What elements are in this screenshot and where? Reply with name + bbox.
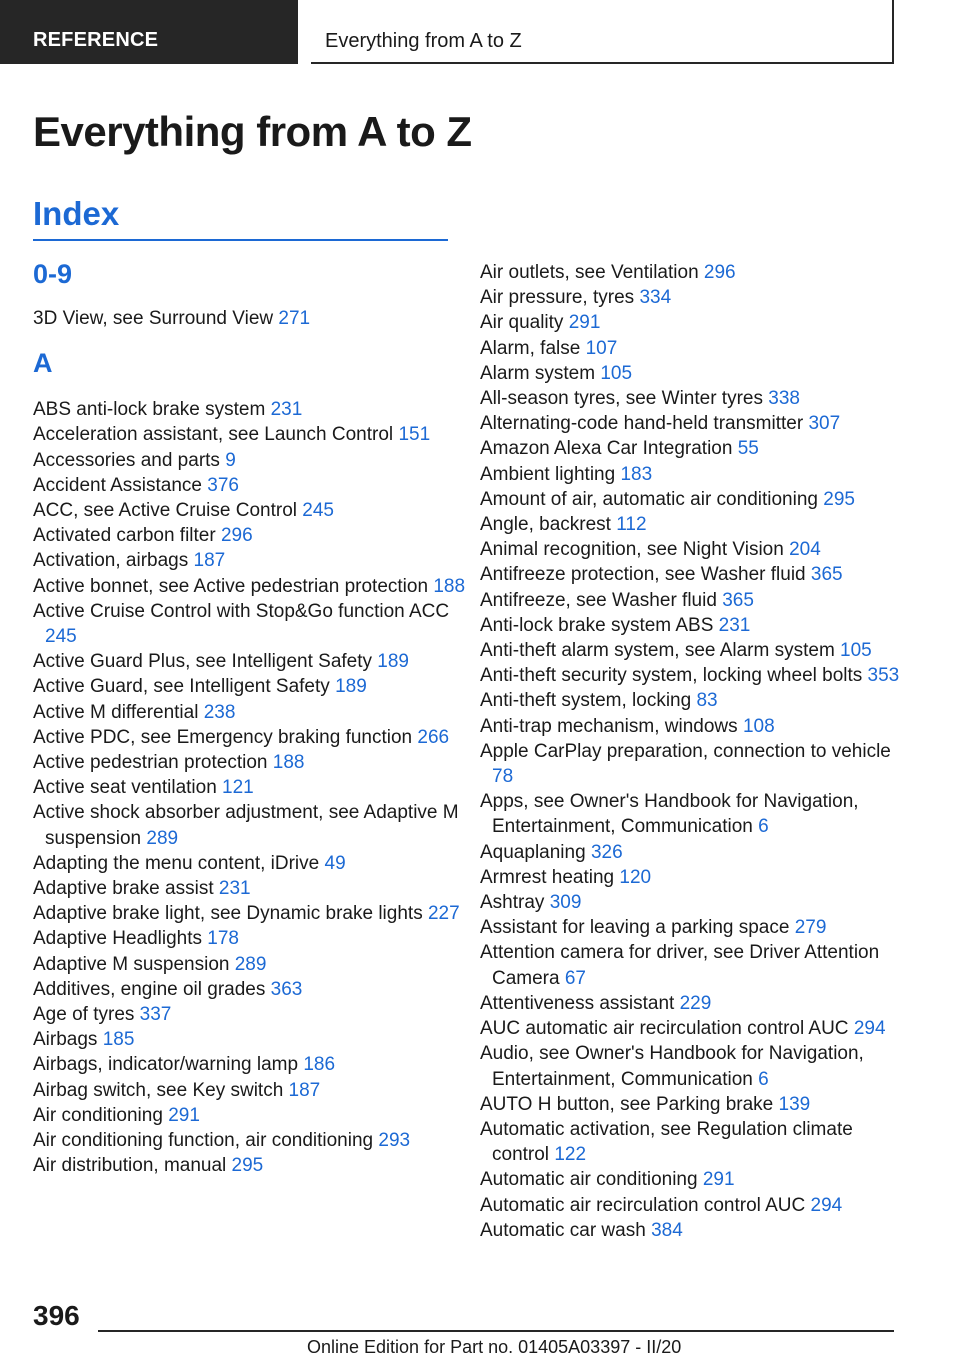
header-section-label: REFERENCE	[33, 29, 159, 51]
index-page-link[interactable]: 231	[218, 878, 251, 900]
index-page-link[interactable]: 187	[193, 550, 226, 572]
footer-rule	[98, 1330, 894, 1332]
index-entry	[480, 336, 900, 361]
index-entry	[480, 411, 900, 436]
index-page-link[interactable]: 9	[225, 449, 236, 471]
index-entry-text: AUTO H button, see Parking brake	[480, 1093, 774, 1115]
index-entry-text: Air pressure, tyres	[480, 287, 635, 309]
index-page-link[interactable]: 189	[377, 651, 409, 673]
index-page-link[interactable]: 376	[207, 474, 239, 496]
index-page-link[interactable]: 49	[324, 852, 346, 874]
index-entry	[33, 548, 473, 573]
index-entry-text: Airbags, indicator/warning lamp	[33, 1054, 299, 1076]
index-entry	[33, 674, 473, 699]
index-page-link[interactable]: 107	[585, 337, 618, 359]
index-entry	[480, 890, 900, 915]
index-page-link[interactable]: 204	[789, 539, 821, 561]
index-page-link[interactable]: 139	[778, 1093, 811, 1115]
index-entry-text: Active bonnet, see Active pedestrian protection	[33, 575, 429, 597]
index-page-link[interactable]: 227	[427, 903, 460, 925]
index-entry	[480, 1041, 900, 1091]
index-entry-text: Antifreeze protection, see Washer fluid	[480, 564, 806, 586]
index-entry	[33, 750, 473, 775]
index-entry-text: Armrest heating	[480, 866, 615, 888]
index-entry-text: Assistant for leaving a parking space	[480, 917, 790, 939]
index-entry-text: Accessories and parts	[33, 449, 220, 471]
index-entry	[33, 397, 473, 422]
index-entry	[33, 800, 473, 850]
index-entry	[33, 574, 473, 599]
index-entry-text: Angle, backrest	[480, 514, 611, 536]
index-entry	[33, 599, 473, 649]
footer-edition-text: Online Edition for Part no. 01405A03397 - II/20	[307, 1337, 682, 1357]
index-entry-text: Acceleration assistant, see Launch Control	[33, 424, 394, 446]
index-page-link[interactable]: 245	[45, 626, 77, 648]
index-entry-text: Adaptive brake light, see Dynamic brake lights	[33, 903, 423, 925]
index-entry	[480, 1193, 900, 1218]
header-section-tab	[0, 0, 298, 64]
index-page-link[interactable]: 231	[718, 614, 751, 636]
index-entry	[33, 473, 473, 498]
index-entry	[480, 739, 900, 789]
index-entry-text: Additives, engine oil grades	[33, 978, 266, 1000]
index-title-rule	[33, 239, 448, 241]
index-entry	[33, 901, 473, 926]
index-page-link[interactable]: 231	[270, 399, 303, 421]
index-page-link[interactable]: 295	[823, 488, 855, 510]
index-entry	[480, 840, 900, 865]
index-entry-text: Attentiveness assistant	[480, 992, 675, 1014]
index-entry	[480, 260, 900, 285]
index-entry-text: Alarm, false	[480, 337, 581, 359]
index-entry	[33, 498, 473, 523]
index-page-link[interactable]: 6	[758, 1068, 769, 1090]
index-entry	[480, 663, 900, 688]
index-entry-text: Anti-theft system, locking	[480, 690, 692, 712]
index-entry-text: Automatic car wash	[480, 1219, 646, 1241]
index-page-link[interactable]: 67	[564, 967, 586, 989]
index-entry-text: Ambient lighting	[480, 463, 616, 485]
index-entry-text: Anti-trap mechanism, windows	[480, 715, 738, 737]
index-page-link[interactable]: 296	[703, 262, 736, 283]
index-page-link[interactable]: 337	[139, 1004, 172, 1026]
index-entry-text: Adaptive M suspension	[33, 953, 230, 975]
index-entry	[33, 1052, 473, 1077]
index-entry	[33, 977, 473, 1002]
index-entry-text: Air outlets, see Ventilation	[480, 262, 699, 283]
index-page-link[interactable]: 289	[146, 827, 179, 849]
index-entry	[480, 562, 900, 587]
index-title: Index	[33, 195, 120, 232]
index-page-link[interactable]: 245	[302, 500, 334, 522]
index-page-link[interactable]: 338	[768, 388, 800, 410]
index-page-link[interactable]: 296	[220, 525, 253, 547]
index-page-link[interactable]: 365	[810, 564, 843, 586]
index-entry	[33, 306, 473, 331]
index-entry-text: Alternating-code hand-held transmitter	[480, 413, 804, 435]
index-page-link[interactable]: 279	[794, 917, 827, 939]
index-entry	[33, 725, 473, 750]
index-entry	[480, 537, 900, 562]
index-entry-text: Adapting the menu content, iDrive	[33, 852, 320, 874]
index-entry	[480, 688, 900, 713]
index-entry	[480, 1218, 900, 1243]
index-page-link[interactable]: 185	[102, 1029, 135, 1051]
index-entry-text: Adaptive Headlights	[33, 928, 202, 950]
index-page-link[interactable]: 112	[616, 514, 647, 536]
index-entry	[33, 952, 473, 977]
index-entry-text: Attention camera for driver, see Driver Attention Camera	[480, 942, 880, 989]
index-entry-text: Amazon Alexa Car Integration	[480, 438, 733, 460]
index-page-link[interactable]: 363	[270, 978, 303, 1000]
index-entry	[480, 940, 900, 990]
index-entry-text: Active pedestrian protection	[33, 752, 268, 774]
index-page-link[interactable]: 186	[303, 1054, 336, 1076]
index-entry	[33, 649, 473, 674]
index-column-left	[33, 256, 473, 1179]
index-entry-text: Aquaplaning	[480, 841, 586, 863]
index-entry	[33, 700, 473, 725]
index-page-link[interactable]: 178	[207, 928, 239, 950]
index-column-right	[480, 260, 900, 1243]
index-entry	[480, 386, 900, 411]
index-entry-text: Active Guard, see Intelligent Safety	[33, 676, 330, 698]
index-page-link[interactable]: 78	[492, 766, 514, 788]
index-entry-text: 3D View, see Surround View	[33, 308, 274, 329]
index-page-link[interactable]: 6	[758, 816, 769, 838]
index-entry	[480, 865, 900, 890]
index-entry-text: Active seat ventilation	[33, 777, 217, 799]
index-entry-text: Anti-theft security system, locking wheel bolts	[480, 665, 863, 687]
index-entry-text: Activation, airbags	[33, 550, 189, 572]
index-entry-text: Air conditioning function, air conditioning	[33, 1130, 374, 1152]
index-page-link[interactable]: 122	[554, 1144, 587, 1166]
index-page-link[interactable]: 108	[742, 715, 775, 737]
index-page-link[interactable]: 307	[808, 413, 841, 435]
index-section-heading: A	[33, 348, 53, 379]
page-number: 396	[33, 1300, 80, 1331]
page-title: Everything from A to Z	[33, 108, 472, 155]
index-page-link[interactable]: 188	[272, 752, 305, 774]
index-page-link[interactable]: 326	[590, 841, 623, 863]
index-page-link[interactable]: 83	[696, 690, 718, 712]
index-entry	[480, 462, 900, 487]
header-chapter-tab	[311, 0, 894, 64]
index-page-link[interactable]: 294	[853, 1018, 886, 1040]
index-page-link[interactable]: 187	[288, 1079, 321, 1101]
index-entry-text: Active M differential	[33, 701, 199, 723]
index-entry-text: Apps, see Owner's Handbook for Navigation, Entertainment, Communication	[480, 791, 859, 838]
index-entry-text: ACC, see Active Cruise Control	[33, 500, 297, 522]
index-page-link[interactable]: 295	[231, 1155, 264, 1177]
index-entry-text: Adaptive brake assist	[33, 878, 214, 900]
index-entry	[480, 714, 900, 739]
index-page-link[interactable]: 105	[840, 640, 872, 662]
index-page-link[interactable]: 289	[234, 953, 267, 975]
index-entry	[33, 851, 473, 876]
index-entry	[480, 512, 900, 537]
index-entry	[33, 876, 473, 901]
index-entry	[33, 1002, 473, 1027]
index-entry-text: Antifreeze, see Washer fluid	[480, 589, 717, 611]
index-entry	[480, 1167, 900, 1192]
index-entry	[480, 1117, 900, 1167]
index-entry-text: Ashtray	[480, 892, 545, 914]
index-entry-text: Apple CarPlay preparation, connection to vehicle	[480, 740, 891, 762]
index-page-link[interactable]: 238	[203, 701, 236, 723]
index-entry	[33, 1128, 473, 1153]
index-entry	[33, 1027, 473, 1052]
index-entry-text: Age of tyres	[33, 1004, 135, 1026]
index-entry	[480, 991, 900, 1016]
index-entry	[480, 789, 900, 839]
index-page-link[interactable]: 55	[737, 438, 759, 460]
index-entry-text: Audio, see Owner's Handbook for Navigation, Entertainment, Communication	[480, 1043, 864, 1090]
index-page-link[interactable]: 183	[620, 463, 653, 485]
index-page-link[interactable]: 291	[568, 312, 601, 334]
index-entry	[480, 1092, 900, 1117]
index-page-link[interactable]: 384	[651, 1219, 683, 1241]
index-page-link[interactable]: 188	[433, 575, 466, 597]
index-entry-text: Air distribution, manual	[33, 1155, 227, 1177]
index-entry-text: Air conditioning	[33, 1104, 163, 1126]
index-entry-text: Active Guard Plus, see Intelligent Safety	[33, 651, 373, 673]
index-entry	[480, 638, 900, 663]
index-entry-text: Activated carbon filter	[33, 525, 216, 547]
index-entry-text: AUC automatic air recirculation control AUC	[480, 1018, 849, 1040]
index-entry-text: Automatic activation, see Regulation climate control	[480, 1118, 853, 1166]
index-page-link[interactable]: 291	[168, 1104, 200, 1126]
index-entry-text: Active shock absorber adjustment, see Adaptive M suspension	[33, 802, 459, 849]
index-page-link[interactable]: 294	[810, 1194, 843, 1216]
index-section-heading: 0-9	[33, 259, 73, 289]
index-entry-text: ABS anti-lock brake system	[33, 399, 266, 421]
index-entry-text: All-season tyres, see Winter tyres	[480, 388, 763, 410]
index-page-link[interactable]: 353	[867, 665, 900, 687]
index-entry	[480, 436, 900, 461]
index-entry	[33, 1153, 473, 1178]
index-entry	[33, 926, 473, 951]
index-entry	[480, 285, 900, 310]
index-entry-text: Anti-theft alarm system, see Alarm system	[480, 640, 835, 662]
index-entry-text: Accident Assistance	[33, 474, 202, 496]
index-page-link[interactable]: 189	[335, 676, 367, 698]
index-entry	[480, 915, 900, 940]
index-entry	[33, 448, 473, 473]
index-entry-text: Automatic air recirculation control AUC	[480, 1194, 806, 1216]
index-entry-text: Airbag switch, see Key switch	[33, 1079, 284, 1101]
index-entry	[33, 775, 473, 800]
index-entry-text: Active Cruise Control with Stop&Go function ACC	[33, 600, 450, 622]
index-page-link[interactable]: 365	[722, 589, 754, 611]
index-page-link[interactable]: 120	[619, 866, 652, 888]
index-page-link[interactable]: 293	[378, 1130, 411, 1152]
index-entry-text: Anti-lock brake system ABS	[480, 614, 714, 636]
index-entry	[480, 588, 900, 613]
index-page-link[interactable]: 291	[702, 1169, 735, 1191]
index-page-link[interactable]: 334	[639, 287, 672, 309]
index-entry-text: Active PDC, see Emergency braking function	[33, 726, 413, 748]
index-entry	[33, 523, 473, 548]
index-entry-text: Automatic air conditioning	[480, 1169, 698, 1191]
index-entry-text: Alarm system	[480, 362, 596, 384]
header-chapter-label: Everything from A to Z	[325, 30, 522, 52]
index-entry-text: Animal recognition, see Night Vision	[480, 539, 784, 561]
index-entry	[480, 361, 900, 386]
index-entry	[33, 422, 473, 447]
index-page-link[interactable]: 105	[600, 362, 633, 384]
index-entry-text: Air quality	[480, 312, 564, 334]
index-page-link[interactable]: 309	[549, 892, 582, 914]
index-page-link[interactable]: 229	[679, 992, 712, 1014]
index-entry	[33, 1078, 473, 1103]
index-entry-text: Amount of air, automatic air conditioning	[480, 488, 818, 510]
index-page-link[interactable]: 121	[222, 777, 254, 799]
index-page-link[interactable]: 151	[398, 424, 431, 446]
index-entry	[480, 613, 900, 638]
index-entry	[480, 310, 900, 335]
index-entry	[480, 487, 900, 512]
index-entry	[480, 1016, 900, 1041]
index-entry-text: Airbags	[33, 1029, 98, 1051]
index-page-link[interactable]: 266	[417, 726, 450, 748]
index-entry	[33, 1103, 473, 1128]
index-page-link[interactable]: 271	[278, 308, 311, 329]
